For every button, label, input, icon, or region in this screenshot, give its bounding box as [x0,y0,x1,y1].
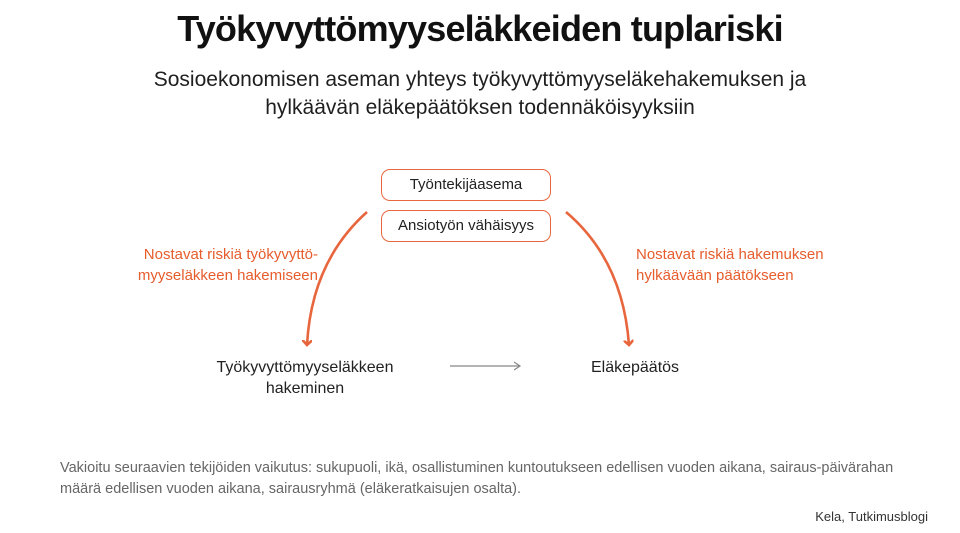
node-decision-text: Eläkepäätös [590,359,680,376]
box-tyontekijaasema: Työntekijäasema [381,169,551,201]
label-rejection-risk [636,244,866,286]
label-application-risk [108,244,318,286]
label-application-risk-text: Nostavat riskiä työkyvyttö- myyseläkkeen hakemiseen [137,246,318,284]
right-curved-arrow [566,212,629,345]
label-rejection-risk-text: Nostavat riskiä hakemuksen hylkäävään päätökseen [636,246,824,284]
box-ansiotyon-vahaisyys: Ansiotyön vähäisyys [381,210,551,242]
node-application [195,357,415,399]
footnote: Vakioitu seuraavien tekijöiden vaikutus: sukupuoli, ikä, osallistuminen kuntoutukseen edellisen vuoden aikana, sairaus-päivärahan määrä edellisen vuoden aikana, sairausryhmä (eläkeratkaisujen osalta). [60,460,894,497]
node-decision [560,357,710,378]
page-subtitle: Sosioekonomisen aseman yhteys työkyvyttömyyseläkehakemuksen ja hylkäävän eläkepäätöksen todennäköisyyksiin [153,68,807,119]
source-credit: Kela, Tutkimusblogi [815,509,928,524]
page-title: Työkyvyttömyyseläkkeiden tuplariski [177,8,783,49]
node-application-text: Työkyvyttömyyseläkkeen hakeminen [216,359,394,397]
